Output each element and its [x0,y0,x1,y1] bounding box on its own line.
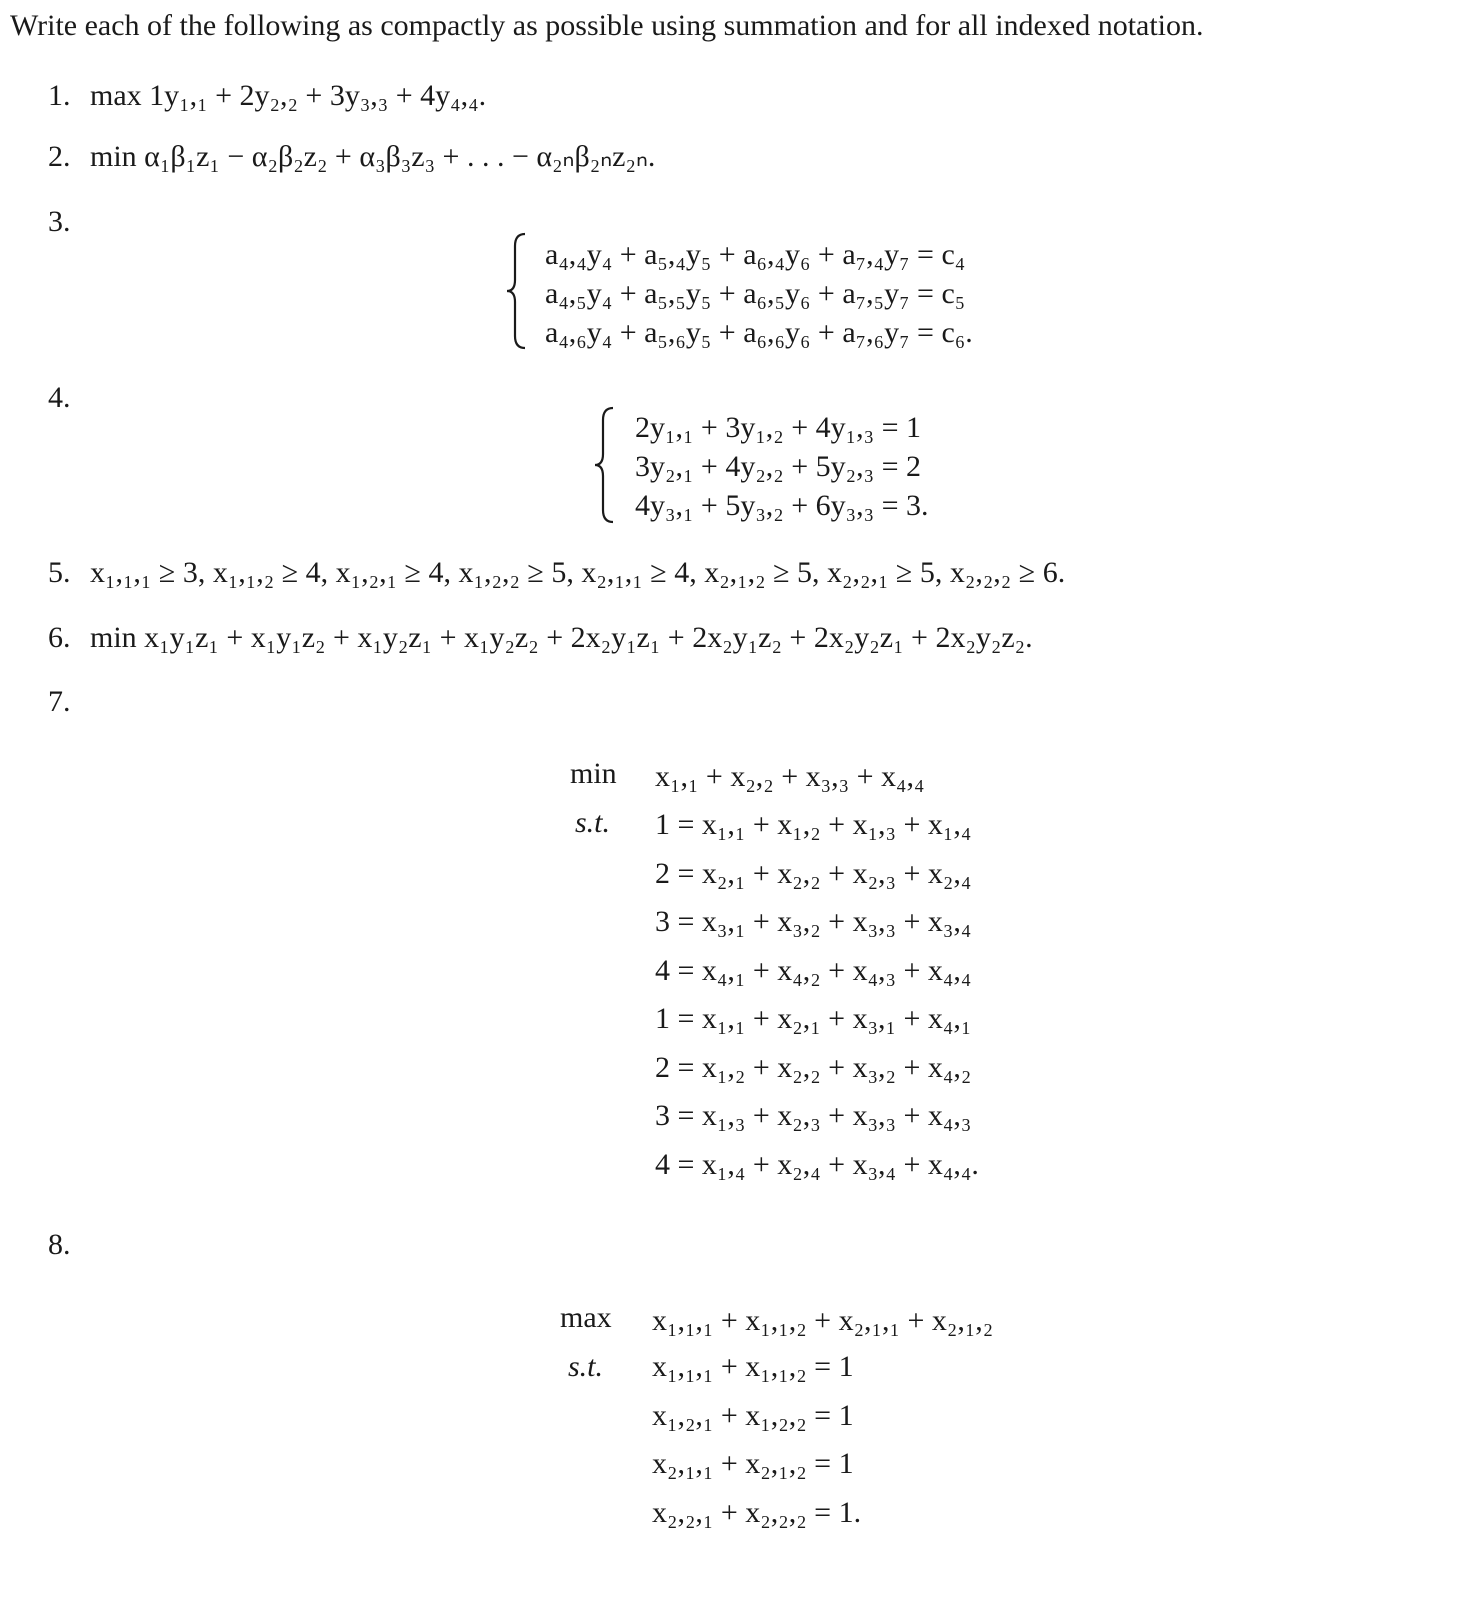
item-8-constraint-4: x₂,₂,₁ + x₂,₂,₂ = 1. [652,1496,862,1529]
item-5-number: 5. [48,556,71,589]
item-4-equation-3: 4y₃,₁ + 5y₃,₂ + 6y₃,₃ = 3. [635,489,929,522]
item-1-expression: max 1y₁,₁ + 2y₂,₂ + 3y₃,₃ + 4y₄,₄. [90,79,487,112]
item-8-objective-label: max [560,1301,612,1334]
item-3-equation-1: a₄,₄y₄ + a₅,₄y₅ + a₆,₄y₆ + a₇,₄y₇ = c₄ [545,238,966,271]
item-8-st-label: s.t. [568,1350,604,1383]
item-7-constraint-4: 4 = x₄,₁ + x₄,₂ + x₄,₃ + x₄,₄ [655,954,972,987]
item-2-number: 2. [48,140,71,173]
item-4-equation-1: 2y₁,₁ + 3y₁,₂ + 4y₁,₃ = 1 [635,411,922,444]
item-3-equation-2: a₄,₅y₄ + a₅,₅y₅ + a₆,₅y₆ + a₇,₅y₇ = c₅ [545,277,966,310]
item-7-number: 7. [48,685,71,718]
instructions-text: Write each of the following as compactly as possible using summation and for all indexed notation. [10,9,1204,42]
item-3-left-brace [505,232,529,350]
item-7-constraint-5: 1 = x₁,₁ + x₂,₁ + x₃,₁ + x₄,₁ [655,1002,972,1035]
item-1-number: 1. [48,79,71,112]
item-6-expression: min x₁y₁z₁ + x₁y₁z₂ + x₁y₂z₁ + x₁y₂z₂ + 2x₂y₁z₁ + 2x₂y₁z₂ + 2x₂y₂z₁ + 2x₂y₂z₂. [90,621,1033,654]
item-8-constraint-2: x₁,₂,₁ + x₁,₂,₂ = 1 [652,1399,854,1432]
item-8-constraint-3: x₂,₁,₁ + x₂,₁,₂ = 1 [652,1447,854,1480]
item-5-expression: x₁,₁,₁ ≥ 3, x₁,₁,₂ ≥ 4, x₁,₂,₁ ≥ 4, x₁,₂,₂ ≥ 5, x₂,₁,₁ ≥ 4, x₂,₁,₂ ≥ 5, x₂,₂,₁ ≥ 5, x₂,₂,₂ ≥ 6. [90,556,1066,589]
item-7-objective-label: min [570,757,617,790]
item-7-constraint-8: 4 = x₁,₄ + x₂,₄ + x₃,₄ + x₄,₄. [655,1148,979,1181]
item-4-left-brace [593,406,617,524]
item-7-st-label: s.t. [575,806,611,839]
item-7-constraint-2: 2 = x₂,₁ + x₂,₂ + x₂,₃ + x₂,₄ [655,857,972,890]
item-7-constraint-6: 2 = x₁,₂ + x₂,₂ + x₃,₂ + x₄,₂ [655,1051,972,1084]
item-7-constraint-3: 3 = x₃,₁ + x₃,₂ + x₃,₃ + x₃,₄ [655,905,972,938]
item-4-number: 4. [48,381,71,414]
item-8-objective: x₁,₁,₁ + x₁,₁,₂ + x₂,₁,₁ + x₂,₁,₂ [652,1304,994,1337]
item-8-constraint-1: x₁,₁,₁ + x₁,₁,₂ = 1 [652,1350,854,1383]
item-2-expression: min α₁β₁z₁ − α₂β₂z₂ + α₃β₃z₃ + . . . − α₂ₙβ₂ₙz₂ₙ. [90,140,656,173]
item-3-equation-3: a₄,₆y₄ + a₅,₆y₅ + a₆,₆y₆ + a₇,₆y₇ = c₆. [545,316,973,349]
item-6-number: 6. [48,621,71,654]
item-7-constraint-7: 3 = x₁,₃ + x₂,₃ + x₃,₃ + x₄,₃ [655,1099,972,1132]
item-7-constraint-1: 1 = x₁,₁ + x₁,₂ + x₁,₃ + x₁,₄ [655,808,972,841]
item-7-objective: x₁,₁ + x₂,₂ + x₃,₃ + x₄,₄ [655,760,925,793]
item-3-number: 3. [48,205,71,238]
item-8-number: 8. [48,1228,71,1261]
item-4-equation-2: 3y₂,₁ + 4y₂,₂ + 5y₂,₃ = 2 [635,450,922,483]
